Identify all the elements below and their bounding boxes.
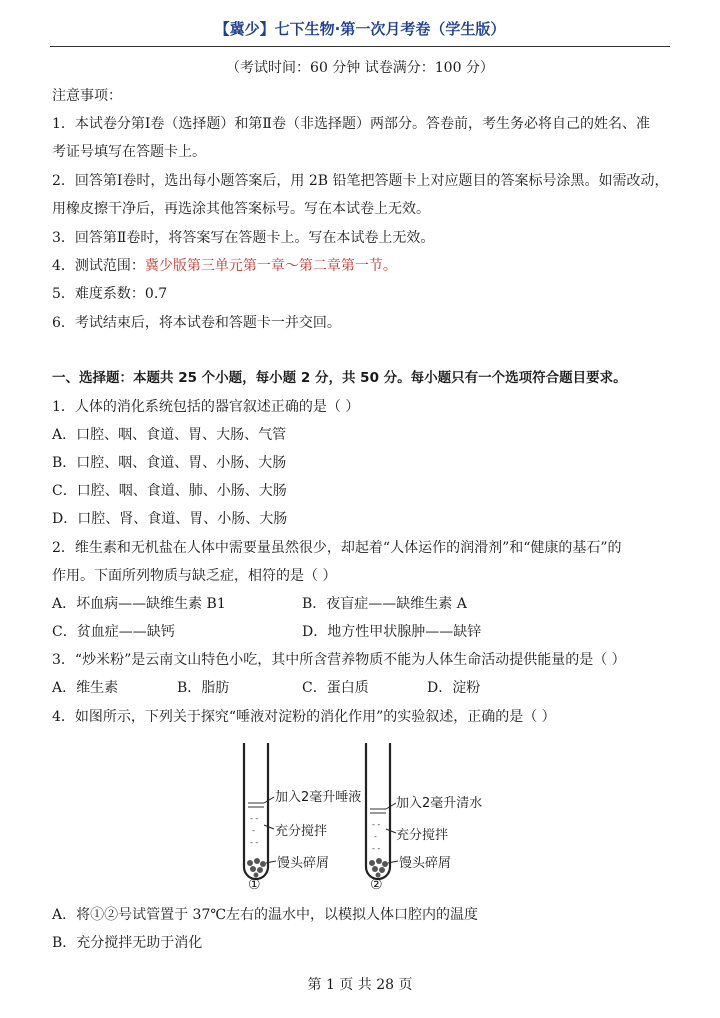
q3-option-d: D．淀粉	[427, 680, 481, 696]
header-divider	[50, 46, 670, 47]
q1-stem: 1．人体的消化系统包括的器官叙述正确的是（ ）	[52, 399, 360, 415]
svg-text:-: -	[252, 826, 255, 835]
note-1a: 1．本试卷分第Ⅰ卷（选择题）和第Ⅱ卷（非选择题）两部分。答卷前，考生务必将自己的姓名、准	[52, 116, 650, 132]
q4-stem: 4．如图所示，下列关于探究“唾液对淀粉的消化作用”的实验叙述，正确的是（ ）	[52, 709, 556, 725]
q2-stem-a: 2．维生素和无机盐在人体中需要量虽然很少，却起着“人体运作的润滑剂”和“健康的基石”的	[52, 540, 622, 556]
q2-option-d: D．地方性甲状腺肿——缺锌	[302, 624, 482, 640]
q2-option-b: B．夜盲症——缺维生素 A	[302, 596, 467, 612]
tube1-number: ①	[248, 877, 261, 893]
svg-text:- -: - -	[250, 814, 259, 823]
q2-option-c: C．贫血症——缺钙	[52, 624, 175, 640]
note-4-prefix: 4．测试范围：	[52, 258, 145, 274]
q3-option-c: C．蛋白质	[302, 680, 369, 696]
test-tube-figure	[230, 735, 490, 900]
note-5: 5．难度系数：0.7	[52, 286, 168, 302]
tube1-stir-label: 充分搅拌	[275, 824, 328, 839]
page-footer: 第 1 页 共 28 页	[307, 977, 413, 993]
note-3: 3．回答第Ⅱ卷时，将答案写在答题卡上。写在本试卷上无效。	[52, 230, 435, 246]
q3-option-b: B．脂肪	[177, 680, 230, 696]
q4-option-b: B．充分搅拌无助于消化	[52, 935, 203, 951]
test-tube-2	[366, 743, 398, 879]
tube1-bread-label: 馒头碎屑	[277, 856, 330, 871]
tube2-number: ②	[370, 877, 383, 893]
q3-stem: 3．“炒米粉”是云南文山特色小吃，其中所含营养物质不能为人体生命活动提供能量的是（ ）	[52, 652, 626, 668]
svg-text:- -: - -	[372, 844, 381, 853]
tube1-add-label: 加入2毫升唾液	[275, 790, 362, 805]
note-1b: 考证号填写在答题卡上。	[52, 144, 206, 160]
svg-text:- -: - -	[250, 838, 259, 847]
q1-option-a: A．口腔、咽、食道、胃、大肠、气管	[52, 427, 287, 443]
header-title: 【冀少】七下生物·第一次月考卷（学生版）	[214, 20, 506, 38]
q2-option-a: A．坏血病——缺维生素 B1	[52, 596, 226, 612]
exam-info: （考试时间：60 分钟 试卷满分：100 分）	[226, 60, 494, 76]
notes-heading: 注意事项：	[52, 88, 122, 104]
q2-stem-b: 作用。下面所列物质与缺乏症，相符的是（ ）	[52, 568, 337, 584]
q3-option-a: A．维生素	[52, 680, 119, 696]
svg-text:- -: - -	[372, 820, 381, 829]
note-6: 6．考试结束后，将本试卷和答题卡一并交回。	[52, 315, 341, 331]
note-2b: 用橡皮擦干净后，再选涂其他答案标号。写在本试卷上无效。	[52, 201, 430, 217]
q1-option-b: B．口腔、咽、食道、胃、小肠、大肠	[52, 455, 287, 471]
note-2a: 2．回答第Ⅰ卷时，选出每小题答案后，用 2B 铅笔把答题卡上对应题目的答案标号涂黑。如需改动，	[52, 173, 669, 189]
section-title: 一、选择题：本题共 25 个小题，每小题 2 分，共 50 分。每小题只有一个选项符合题目要求。	[52, 370, 627, 386]
test-tube-1	[244, 743, 276, 879]
tube2-bread-label: 馒头碎屑	[399, 856, 452, 871]
note-4	[52, 256, 397, 276]
q1-option-c: C．口腔、咽、食道、肺、小肠、大肠	[52, 483, 287, 499]
q1-option-d: D．口腔、肾、食道、胃、小肠、大肠	[52, 511, 288, 527]
svg-text:-: -	[374, 832, 377, 841]
tube2-add-label: 加入2毫升清水	[396, 796, 483, 811]
tube2-stir-label: 充分搅拌	[396, 828, 449, 843]
q4-option-a: A．将①②号试管置于 37℃左右的温水中，以模拟人体口腔内的温度	[52, 907, 479, 923]
test-range: 冀少版第三单元第一章～第二章第一节。	[144, 258, 397, 274]
